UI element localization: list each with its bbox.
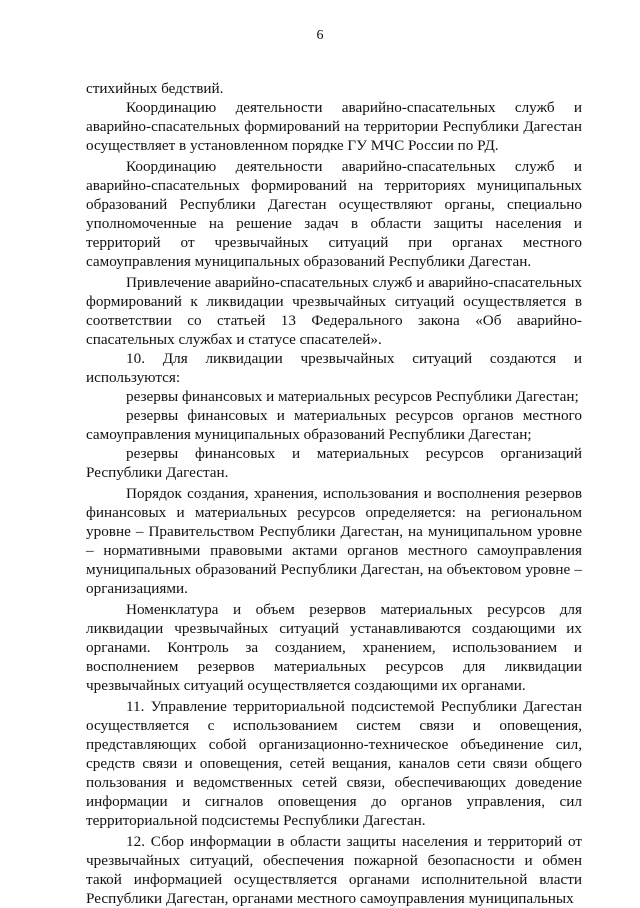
paragraph-item-11: 11. Управление территориальной подсистемой Республики Дагестан осуществляется с использованием систем связи и оповещения, представляющих собой организационно-техническое объединение сил, средств связи и оповещения, сетей вещания, каналов сети связи общего пользования и ведомственных сетей связи, обеспечивающих доведение информации и сигналов оповещения до органов управления, сил территориальной подсистемы Республики Дагестан. — [86, 698, 582, 829]
paragraph-coordination-regional: Координацию деятельности аварийно-спасательных служб и аварийно-спасательных формирований на территории Республики Дагестан осуществляет в установленном порядке ГУ МЧС России по РД. — [86, 99, 582, 154]
page-number: 6 — [316, 28, 324, 43]
paragraph-involvement: Привлечение аварийно-спасательных служб и аварийно-спасательных формирований к ликвидации чрезвычайных ситуаций осуществляется в соответствии со статьей 13 Федерального закона «Об аварийно-спасательных службах и статусе спасателей». — [86, 274, 582, 348]
paragraph-reserves-republic: резервы финансовых и материальных ресурсов Республики Дагестан; — [126, 388, 579, 405]
paragraph-nomenclature: Номенклатура и объем резервов материальных ресурсов для ликвидации чрезвычайных ситуаций устанавливаются создающими их органами. Контроль за созданием, хранением, использованием и восполнением резервов материальных ресурсов для ликвидации чрезвычайных ситуаций осуществляется создающими их органами. — [86, 601, 582, 694]
paragraph-reserves-procedure: Порядок создания, хранения, использования и восполнения резервов финансовых и материальных ресурсов определяется: на региональном уровне – Правительством Республики Дагестан, на муниципальном уровне – нормативными правовыми актами органов местного самоуправления муниципальных образований Республики Дагестан, на объектовом уровне – организациями. — [86, 485, 582, 597]
paragraph-continuation: стихийных бедствий. — [86, 80, 224, 97]
document-body — [86, 79, 582, 908]
paragraph-reserves-local: резервы финансовых и материальных ресурсов органов местного самоуправления муниципальных образований Республики Дагестан; — [86, 407, 582, 443]
paragraph-coordination-municipal: Координацию деятельности аварийно-спасательных служб и аварийно-спасательных формирований на территориях муниципальных образований Республики Дагестан осуществляют органы, специально уполномоченные на решение задач в области защиты населения и территорий от чрезвычайных ситуаций при органах местного самоуправления муниципальных образований Республики Дагестан. — [86, 158, 582, 270]
paragraph-item-12: 12. Сбор информации в области защиты населения и территорий от чрезвычайных ситуаций, обеспечения пожарной безопасности и обмен такой информацией осуществляется органами исполнительной власти Республики Дагестан, органами местного самоуправления муниципальных — [86, 833, 582, 907]
paragraph-reserves-organizations: резервы финансовых и материальных ресурсов организаций Республики Дагестан. — [86, 445, 582, 481]
paragraph-item-10: 10. Для ликвидации чрезвычайных ситуаций создаются и используются: — [86, 350, 582, 386]
